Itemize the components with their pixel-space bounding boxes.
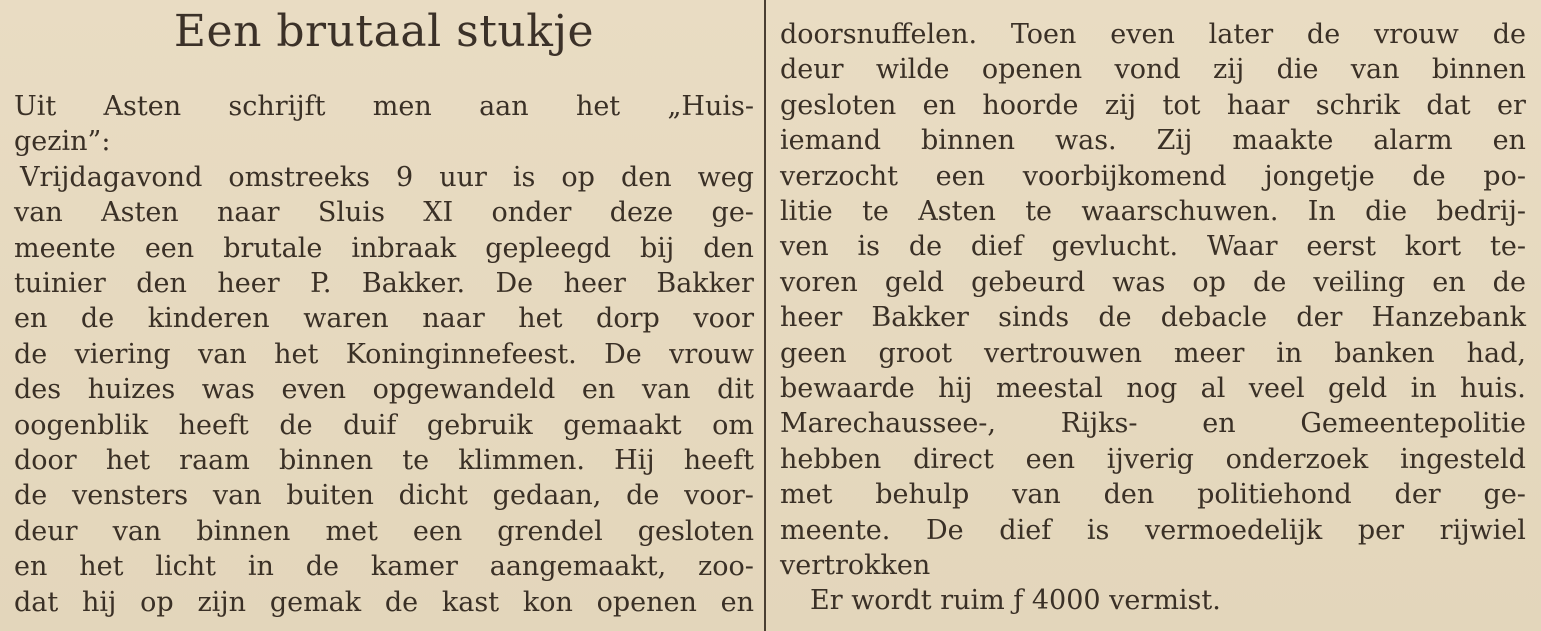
right-line: heer Bakker sinds de debacle der Hanzebank — [780, 302, 1526, 334]
right-line: Marechaussee-, Rijks- en Gemeentepolitie — [780, 408, 1526, 440]
left-line: gezin”: — [14, 126, 111, 158]
left-line: tuinier den heer P. Bakker. De heer Bakker — [14, 268, 754, 299]
left-line: van Asten naar Sluis XI onder deze ge- — [14, 197, 754, 229]
left-line: des huizes was even opgewandeld en van dit — [14, 374, 754, 406]
left-line: de vensters van buiten dicht gedaan, de voor- — [14, 480, 754, 512]
right-line: bewaarde hij meestal nog al veel geld in huis. — [780, 373, 1526, 404]
right-line: litie te Asten te waarschuwen. In die bedrij- — [780, 196, 1526, 227]
column-divider — [764, 0, 766, 631]
right-line: verzocht een voorbijkomend jongetje de po- — [780, 160, 1526, 192]
right-line: meente. De dief is vermoedelijk per rijwiel — [780, 514, 1526, 546]
left-line: Uit Asten schrijft men aan het „Huis- — [14, 91, 754, 122]
right-line: gesloten en hoorde zij tot haar schrik dat er — [780, 89, 1526, 121]
right-line: geen groot vertrouwen meer in banken had, — [780, 337, 1526, 369]
right-line: vertrokken — [780, 550, 931, 581]
right-line: hebben direct een ijverig onderzoek ingesteld — [780, 443, 1526, 475]
headline: Een brutaal stukje — [173, 6, 595, 57]
right-line: met behulp van den politiehond der ge- — [780, 479, 1526, 511]
right-line: doorsnuffelen. Toen even later de vrouw de — [780, 19, 1526, 50]
left-line: meente een brutale inbraak gepleegd bij den — [14, 232, 754, 264]
left-line: dat hij op zijn gemak de kast kon openen en — [14, 586, 754, 618]
right-line: iemand binnen was. Zij maakte alarm en — [780, 125, 1526, 157]
left-line: en de kinderen waren naar het dorp voor — [14, 303, 754, 335]
right-line: deur wilde openen vond zij die van binnen — [780, 54, 1526, 86]
right-line: voren geld gebeurd was op de veiling en de — [780, 266, 1526, 298]
left-line: door het raam binnen te klimmen. Hij heeft — [14, 445, 754, 476]
left-line: oogenblik heeft de duif gebruik gemaakt om — [14, 409, 754, 441]
left-line: en het licht in de kamer aangemaakt, zoo- — [14, 551, 754, 583]
left-line: de viering van het Koninginnefeest. De vrouw — [14, 338, 754, 370]
left-line: deur van binnen met een grendel gesloten — [14, 515, 754, 547]
right-line: Er wordt ruim ƒ 4000 vermist. — [810, 585, 1221, 617]
right-line: ven is de dief gevlucht. Waar eerst kort te- — [780, 231, 1526, 263]
left-line: Vrijdagavond omstreeks 9 uur is op den weg — [20, 161, 754, 193]
